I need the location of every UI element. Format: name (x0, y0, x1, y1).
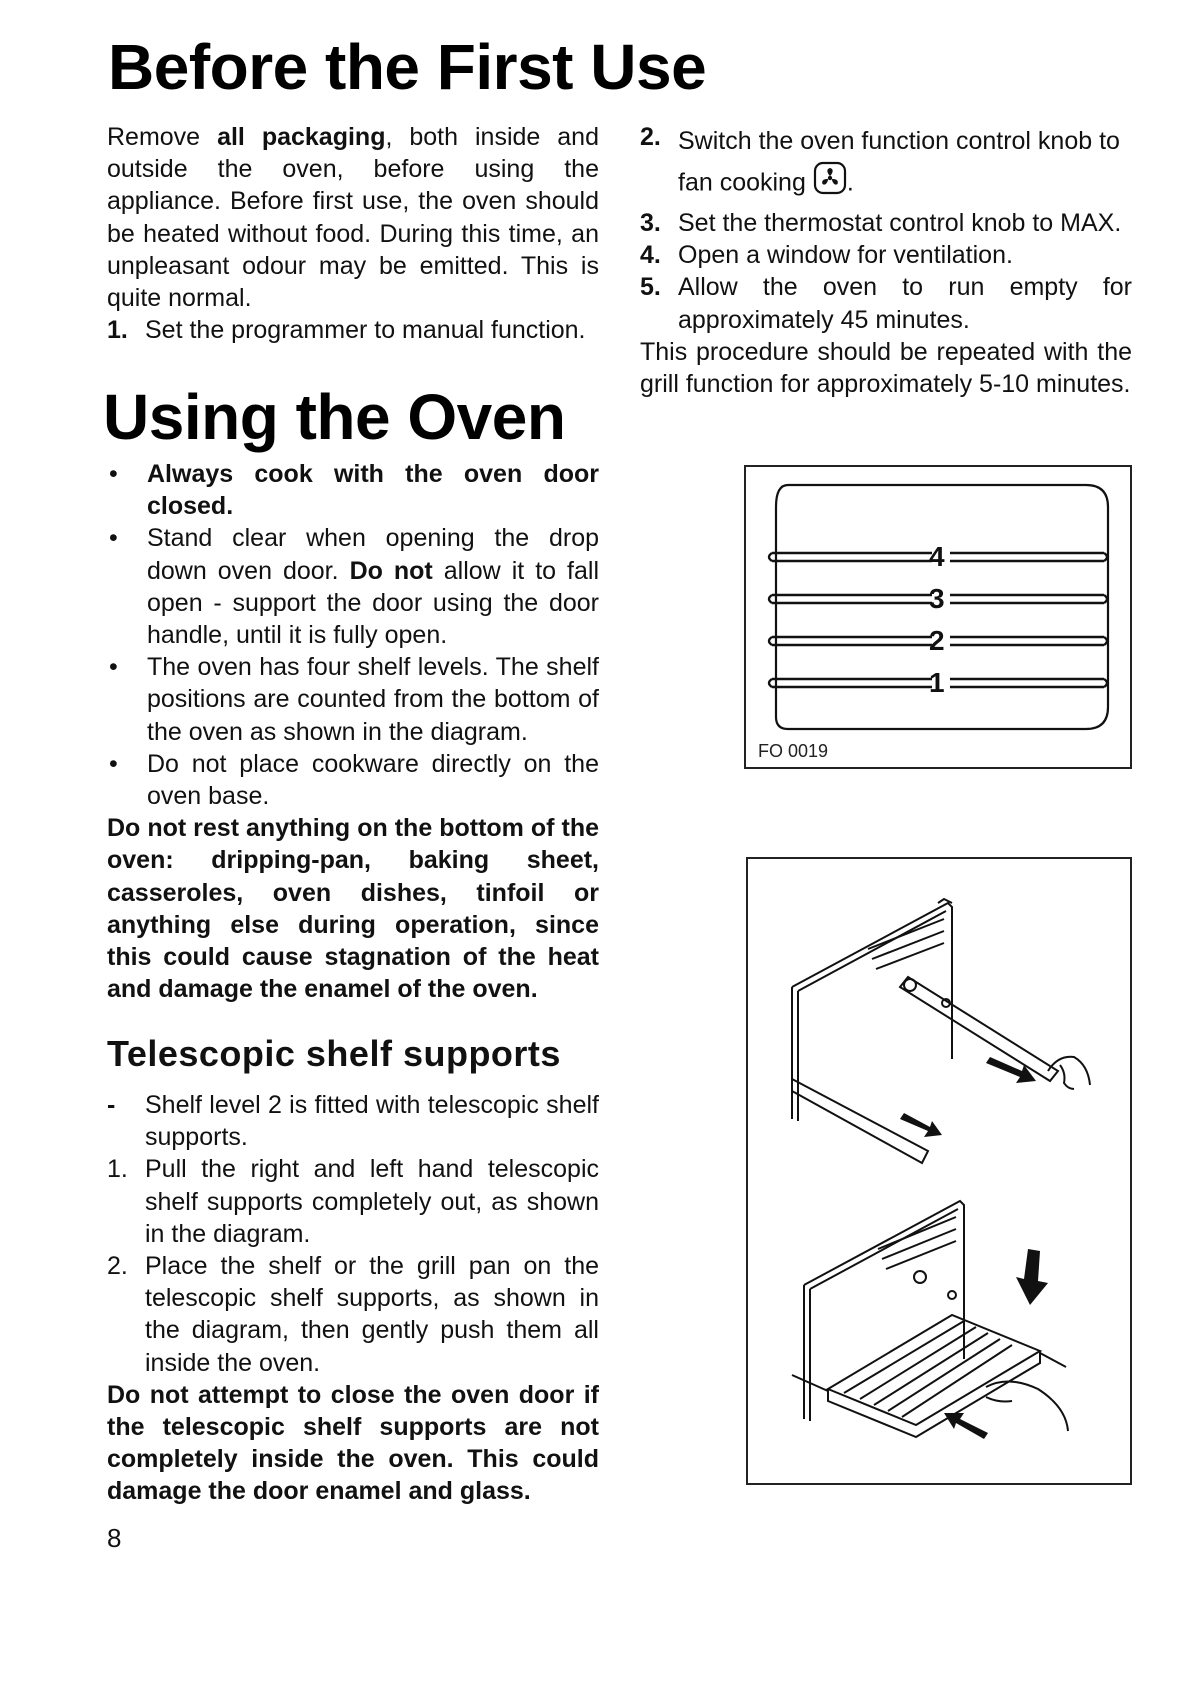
bullet-item: • Do not place cookware directly on the oven base. (109, 749, 599, 811)
first-use-intro (107, 121, 599, 314)
title-using-the-oven: Using the Oven (103, 381, 566, 453)
intro-text-1: Remove (107, 123, 218, 151)
shelf-level-label: 1 (929, 667, 945, 698)
bullet-item: • Always cook with the oven door closed. (109, 460, 599, 521)
telescopic-warning: Do not attempt to close the oven door if the telescopic shelf supports are not completely inside the oven. This could damage the door enamel and glass. (107, 1380, 599, 1506)
first-use-step-1: 1. Set the programmer to manual function. (107, 316, 586, 345)
title-before-first-use: Before the First Use (108, 31, 707, 103)
page-number: 8 (107, 1523, 122, 1553)
first-use-step-5: 5. Allow the oven to run empty for approximately 45 minutes. (640, 273, 1132, 334)
shelf-level-diagram (744, 465, 1132, 769)
oven-cavity-drawing (746, 467, 1130, 767)
fan-icon (813, 161, 847, 207)
first-use-step-4: 4. Open a window for ventilation. (640, 241, 1013, 270)
telescopic-item: - Shelf level 2 is fitted with telescopic shelf supports. (107, 1091, 599, 1152)
first-use-left-column (107, 121, 599, 346)
first-use-right-column (640, 121, 1132, 400)
first-use-step-2: 2. Switch the oven function control knob to fan cooking . (640, 121, 1132, 207)
first-use-repeat-note: This procedure should be repeated with the grill function for approximately 5-10 minutes. (640, 337, 1132, 399)
telescopic-item: 2. Place the shelf or the grill pan on the telescopic shelf supports, as shown in the diagram, then gently push them all inside the oven. (107, 1252, 599, 1377)
step-2-suffix: . (846, 168, 854, 197)
bullet-item: • The oven has four shelf levels. The shelf positions are counted from the bottom of the oven as shown in the diagram. (109, 653, 599, 746)
figure-code: FO 0019 (758, 741, 829, 761)
bullet-item: • Stand clear when opening the drop down oven door. Do not allow it to fall open - support the door using the door handle, until it is fully open. (109, 524, 599, 650)
shelf-level-label: 4 (929, 541, 945, 572)
intro-text-2: , both inside and outside the oven, before using the appliance. Before first use, the oven should be heated without food. During this time, an unpleasant odour may be emitted. This is quite normal. (107, 123, 599, 313)
shelf-level-label: 2 (929, 625, 945, 656)
step-2-text: Switch the oven function control knob to fan cooking (678, 127, 1120, 197)
first-use-step-3: 3. Set the thermostat control knob to MAX. (640, 209, 1122, 237)
telescopic-column (107, 1089, 599, 1508)
shelf-level-label: 3 (929, 583, 945, 614)
telescopic-drawing (748, 859, 1130, 1483)
using-oven-column (107, 458, 599, 1005)
intro-bold: all packaging (217, 123, 386, 151)
using-oven-warning: Do not rest anything on the bottom of the oven: dripping-pan, baking sheet, casseroles, oven dishes, tinfoil or anything else during operation, since this could cause stagnation of the heat and damage the enamel of the oven. (107, 814, 599, 1004)
telescopic-supports-illustration (746, 857, 1132, 1485)
title-telescopic-shelf-supports: Telescopic shelf supports (107, 1033, 561, 1074)
telescopic-item: 1. Pull the right and left hand telescopic shelf supports completely out, as shown in the diagram. (107, 1155, 599, 1248)
